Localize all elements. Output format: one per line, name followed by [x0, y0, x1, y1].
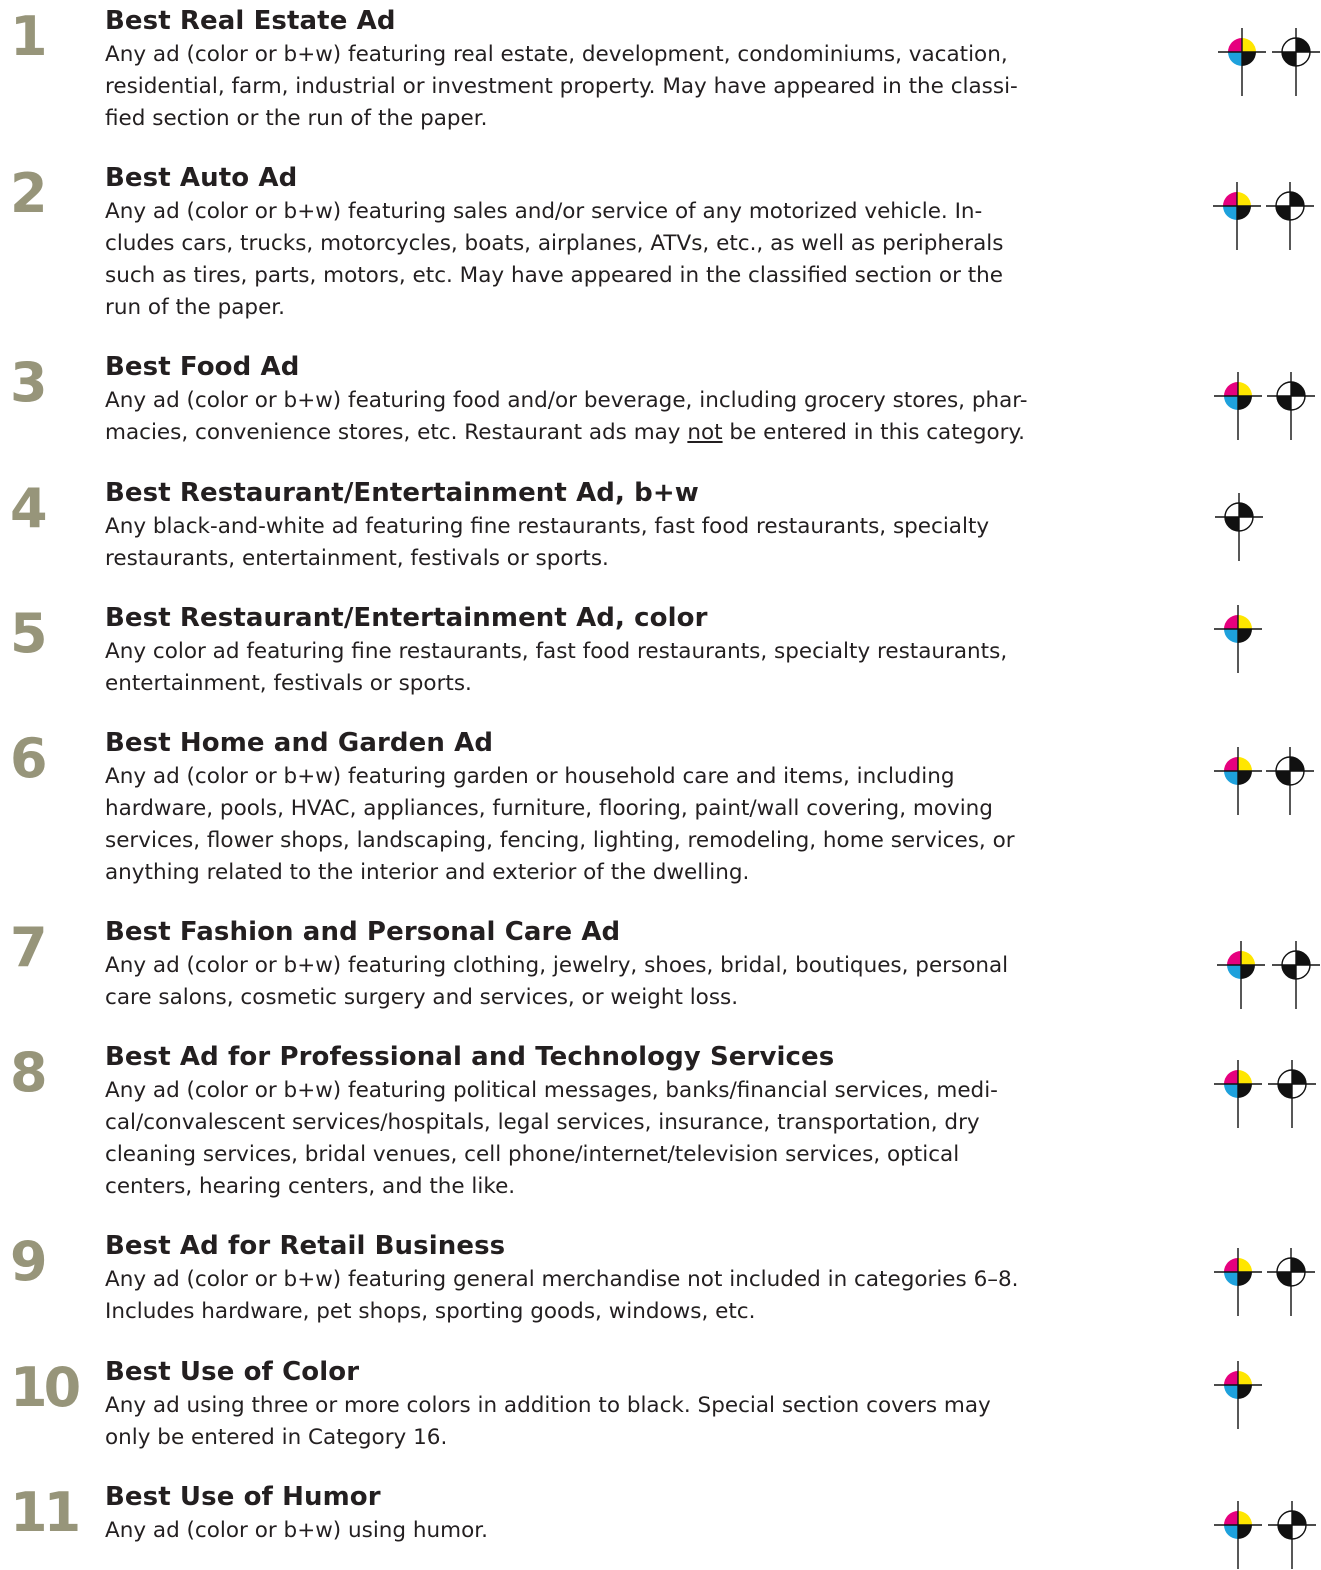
description-line: hardware, pools, HVAC, appliances, furniture, flooring, paint/wall covering, moving: [105, 796, 993, 821]
cmyk-registration-mark-icon: [1214, 605, 1262, 673]
category-number: 4: [10, 477, 44, 540]
description-line: Any ad (color or b+w) featuring real estate, development, condominiums, vacation,: [105, 42, 1008, 67]
category-number: 11: [10, 1481, 78, 1544]
description-line: Any ad (color or b+w) using humor.: [105, 1518, 488, 1543]
category-title: Best Food Ad: [105, 352, 300, 382]
description-line: cal/convalescent services/hospitals, legal services, insurance, transportation, dry: [105, 1110, 980, 1135]
category-title: Best Ad for Professional and Technology Services: [105, 1042, 835, 1072]
description-line: residential, farm, industrial or investment property. May have appeared in the classi-: [105, 74, 1018, 99]
cmyk-registration-mark-icon: [1218, 28, 1266, 96]
description-line: Any black-and-white ad featuring fine restaurants, fast food restaurants, specialty: [105, 514, 990, 539]
category-title: Best Fashion and Personal Care Ad: [105, 917, 621, 947]
category-number: 10: [10, 1356, 78, 1419]
black-registration-mark-icon: [1266, 747, 1314, 815]
description-text: macies, convenience stores, etc. Restaurant ads may: [105, 420, 688, 445]
description-line: cleaning services, bridal venues, cell phone/internet/television services, optical: [105, 1142, 960, 1167]
description-line: Any color ad featuring fine restaurants, fast food restaurants, specialty restaurants,: [105, 639, 1008, 664]
description-text: be entered in this category.: [722, 420, 1026, 445]
cmyk-registration-mark-icon: [1214, 1060, 1262, 1128]
cmyk-registration-mark-icon: [1214, 372, 1262, 440]
black-registration-mark-icon: [1272, 941, 1320, 1009]
category-description: [105, 385, 1115, 449]
description-line: care salons, cosmetic surgery and services, or weight loss.: [105, 985, 739, 1010]
cmyk-registration-mark-icon: [1214, 1501, 1262, 1569]
category-title: Best Real Estate Ad: [105, 6, 396, 36]
category-title: Best Ad for Retail Business: [105, 1231, 506, 1261]
category-description: [105, 1515, 1115, 1547]
description-line: Any ad (color or b+w) featuring political messages, banks/financial services, medi-: [105, 1078, 998, 1103]
category-number: 2: [10, 162, 44, 225]
category-description: [105, 636, 1115, 700]
description-line: [105, 417, 1115, 449]
category-number: 3: [10, 351, 44, 414]
underlined-word: not: [687, 420, 723, 445]
category-title: Best Restaurant/Entertainment Ad, color: [105, 603, 708, 633]
category-number: 7: [10, 916, 44, 979]
description-line: centers, hearing centers, and the like.: [105, 1174, 516, 1199]
description-line: fied section or the run of the paper.: [105, 106, 488, 131]
description-line: Any ad (color or b+w) featuring food and/or beverage, including grocery stores, phar-: [105, 388, 1028, 413]
description-line: Includes hardware, pet shops, sporting goods, windows, etc.: [105, 1299, 756, 1324]
category-description: [105, 761, 1115, 889]
category-number: 1: [10, 5, 44, 68]
description-line: anything related to the interior and exterior of the dwelling.: [105, 860, 750, 885]
description-line: run of the paper.: [105, 295, 285, 320]
category-title: Best Use of Color: [105, 1357, 360, 1387]
description-line: Any ad using three or more colors in addition to black. Special section covers may: [105, 1393, 991, 1418]
category-title: Best Use of Humor: [105, 1482, 381, 1512]
category-number: 5: [10, 602, 44, 665]
category-description: [105, 1390, 1115, 1454]
category-title: Best Home and Garden Ad: [105, 728, 494, 758]
description-line: such as tires, parts, motors, etc. May have appeared in the classified section or the: [105, 263, 1004, 288]
black-registration-mark-icon: [1268, 1060, 1316, 1128]
category-description: [105, 511, 1115, 575]
category-number: 8: [10, 1041, 44, 1104]
cmyk-registration-mark-icon: [1217, 941, 1265, 1009]
cmyk-registration-mark-icon: [1214, 1361, 1262, 1429]
category-description: [105, 1264, 1115, 1328]
description-line: restaurants, entertainment, festivals or sports.: [105, 546, 609, 571]
description-line: Any ad (color or b+w) featuring clothing, jewelry, shoes, bridal, boutiques, personal: [105, 953, 1009, 978]
description-line: entertainment, festivals or sports.: [105, 671, 472, 696]
category-description: [105, 196, 1115, 324]
black-registration-mark-icon: [1267, 372, 1315, 440]
cmyk-registration-mark-icon: [1214, 1248, 1262, 1316]
description-line: Any ad (color or b+w) featuring sales and/or service of any motorized vehicle. In-: [105, 199, 983, 224]
black-registration-mark-icon: [1266, 182, 1314, 250]
category-description: [105, 950, 1115, 1014]
description-line: Any ad (color or b+w) featuring garden or household care and items, including: [105, 764, 955, 789]
category-title: Best Auto Ad: [105, 163, 298, 193]
category-number: 6: [10, 727, 44, 790]
description-line: Any ad (color or b+w) featuring general merchandise not included in categories 6–8.: [105, 1267, 1019, 1292]
category-description: [105, 1075, 1115, 1203]
cmyk-registration-mark-icon: [1214, 747, 1262, 815]
black-registration-mark-icon: [1267, 1248, 1315, 1316]
category-title: Best Restaurant/Entertainment Ad, b+w: [105, 478, 699, 508]
category-number: 9: [10, 1230, 44, 1293]
description-line: cludes cars, trucks, motorcycles, boats, airplanes, ATVs, etc., as well as peripherals: [105, 231, 1004, 256]
cmyk-registration-mark-icon: [1213, 182, 1261, 250]
black-registration-mark-icon: [1215, 493, 1263, 561]
description-line: services, flower shops, landscaping, fencing, lighting, remodeling, home services, or: [105, 828, 1015, 853]
black-registration-mark-icon: [1268, 1501, 1316, 1569]
black-registration-mark-icon: [1272, 28, 1320, 96]
description-line: only be entered in Category 16.: [105, 1425, 448, 1450]
category-description: [105, 39, 1115, 135]
